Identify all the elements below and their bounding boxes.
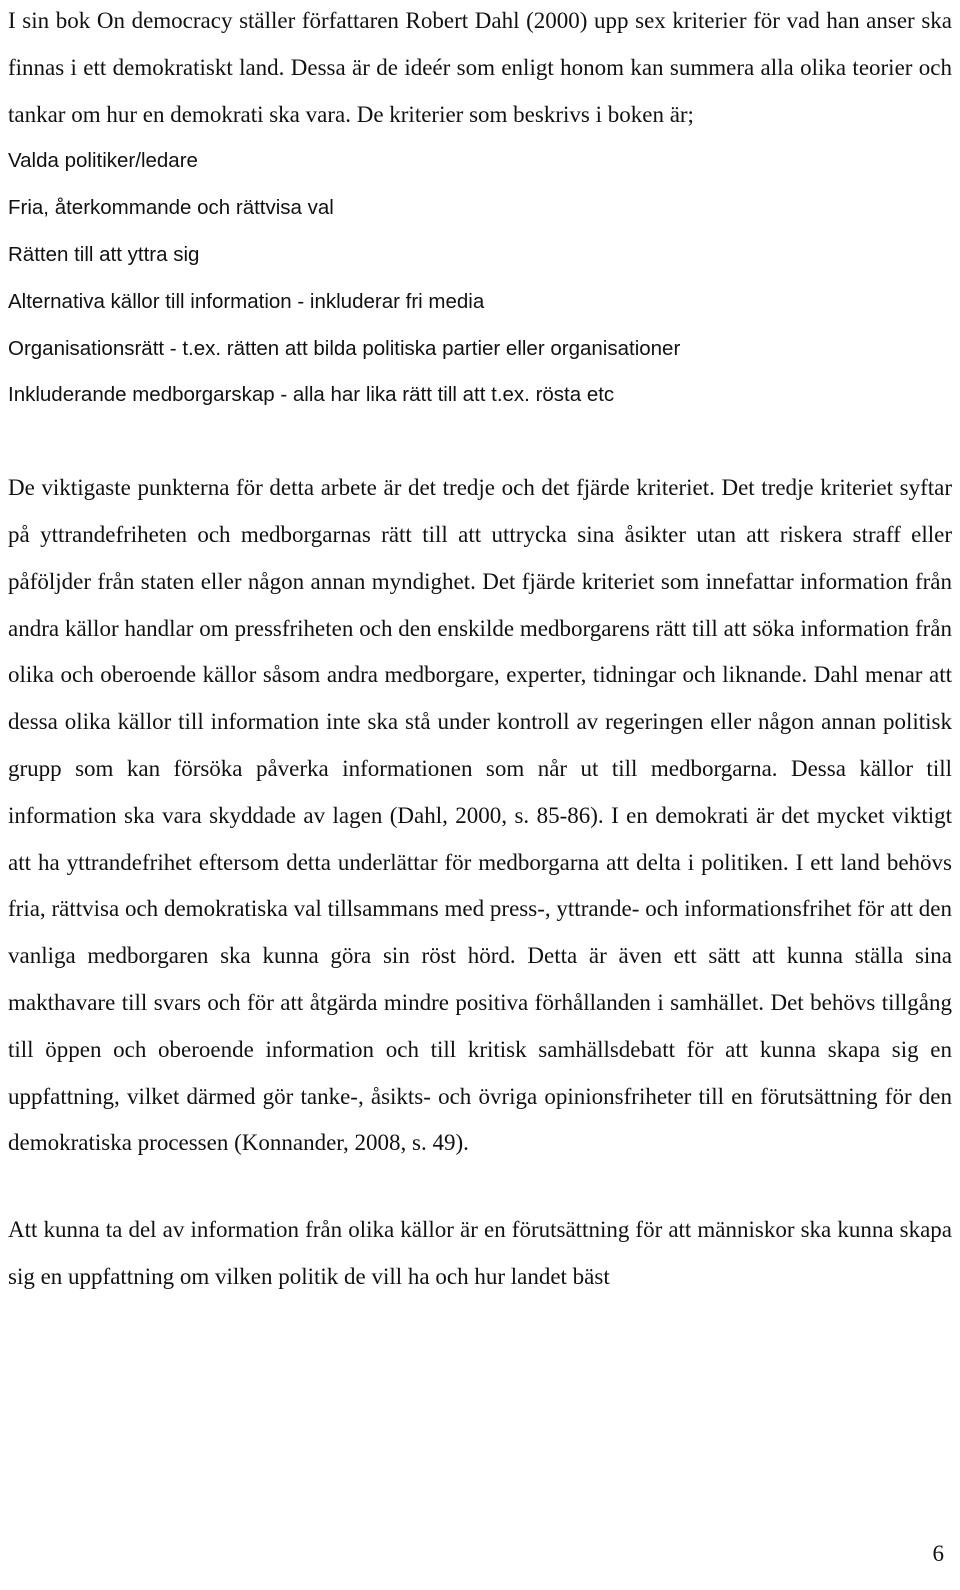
intro-paragraph: I sin bok On democracy ställer författaren Robert Dahl (2000) upp sex kriterier för vad han anser ska finnas i ett demokratiskt land. Dessa är de ideér som enligt honom kan summera alla olika teorier och tankar om hur en demokrati ska vara. De kriterier som beskrivs i boken är; bbox=[8, 8, 952, 127]
paragraph-spacer bbox=[8, 1167, 952, 1207]
closing-paragraph: Att kunna ta del av information från olika källor är en förutsättning för att människor ska kunna skapa sig en uppfattning om vilken politik de vill ha och hur landet bäst bbox=[8, 1217, 952, 1289]
document-page bbox=[8, 0, 952, 1301]
list-item: Rätten till att yttra sig bbox=[8, 242, 200, 266]
list-item: Alternativa källor till information - inkluderar fri media bbox=[8, 289, 485, 313]
criteria-list bbox=[8, 138, 952, 419]
list-item: Organisationsrätt - t.ex. rätten att bilda politiska partier eller organisationer bbox=[8, 336, 681, 360]
paragraph-spacer bbox=[8, 419, 952, 465]
body-paragraph: De viktigaste punkterna för detta arbete är det tredje och det fjärde kriteriet. Det tredje kriteriet syftar på yttrandefriheten och medborgarnas rätt till att uttrycka sina åsikter utan att riskera straff eller påföljder från staten eller någon annan myndighet. Det fjärde kriteriet som innefattar information från andra källor handlar om pressfriheten och den enskilde medborgarens rätt till att söka information från olika och oberoende källor såsom andra medborgare, experter, tidningar och liknande. Dahl menar att dessa olika källor till information inte ska stå under kontroll av regeringen eller någon annan politisk grupp som kan försöka påverka informationen som når ut till medborgarna. Dessa källor till information ska vara skyddade av lagen (Dahl, 2000, s. 85-86). I en demokrati är det mycket viktigt att ha yttrandefrihet eftersom detta underlättar för medborgarna att delta i politiken. I ett land behövs fria, rättvisa och demokratiska val tillsammans med press-, yttrande- och informationsfrihet för att den vanliga medborgaren ska kunna göra sin röst hörd. Detta är även ett sätt att kunna ställa sina makthavare till svars och för att åtgärda mindre positiva förhållanden i samhället. Det behövs tillgång till öppen och oberoende information och till kritisk samhällsdebatt för att kunna skapa sig en uppfattning, vilket därmed gör tanke-, åsikts- och övriga opinionsfriheter till en förutsättning för den demokratiska processen (Konnander, 2008, s. 49). bbox=[8, 475, 952, 1156]
list-item: Fria, återkommande och rättvisa val bbox=[8, 196, 334, 220]
list-item: Valda politiker/ledare bbox=[8, 149, 198, 173]
list-item: Inkluderande medborgarskap - alla har lika rätt till att t.ex. rösta etc bbox=[8, 383, 615, 407]
page-number: 6 bbox=[932, 1541, 944, 1566]
